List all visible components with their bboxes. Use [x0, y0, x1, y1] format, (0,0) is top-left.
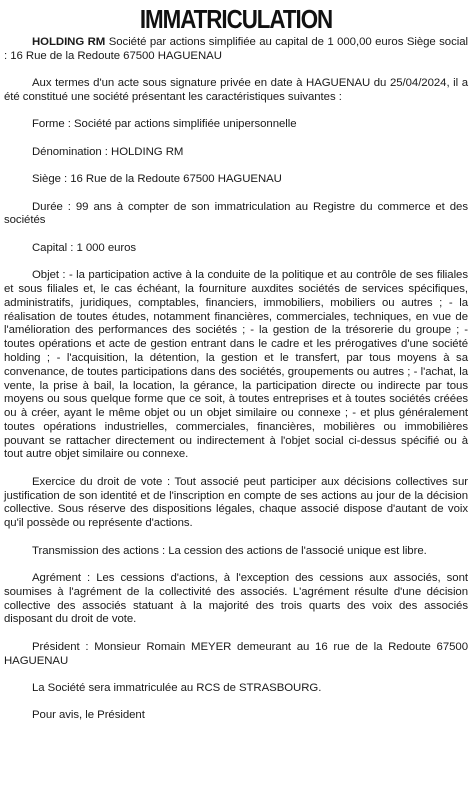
vote-paragraph: Exercice du droit de vote : Tout associé peut participer aux décisions collectives sur justification de son identité et de l'inscription en compte de ses actions au jour de la décision collective. Sous réserve des dispositions légales, chaque associé dispose d'autant de voix qu'il possède ou représente d'actions. [4, 475, 468, 530]
transmission-paragraph: Transmission des actions : La cession des actions de l'associé unique est libre. [32, 544, 427, 557]
document-title: IMMATRICULATION [139, 4, 333, 34]
agrement-paragraph: Agrément : Les cessions d'actions, à l'exception des cessions aux associés, sont soumises à l'agrément de la collectivité des associés. L'agrément résulte d'une décision collective des associés statuant à la majorité des trois quarts des voix des associés disposant du droit de vote. [4, 572, 468, 626]
duree-paragraph: Durée : 99 ans à compter de son immatriculation au Registre du commerce et des sociétés [4, 200, 468, 227]
forme-paragraph: Forme : Société par actions simplifiée unipersonnelle [32, 118, 297, 131]
rcs-paragraph: La Société sera immatriculée au RCS de STRASBOURG. [32, 682, 322, 695]
signature-paragraph: Pour avis, le Président [32, 709, 145, 722]
denomination-paragraph: Dénomination : HOLDING RM [32, 145, 184, 158]
capital-paragraph: Capital : 1 000 euros [32, 241, 137, 254]
siege-paragraph: Siège : 16 Rue de la Redoute 67500 HAGUENAU [32, 173, 282, 186]
objet-paragraph: Objet : - la participation active à la conduite de la politique et au contrôle de ses filiales et sous filiales et, le cas échéant, la fourniture auxdites sociétés de services spécifiques, administratifs, juridiques, comptables, financiers, immobiliers, mobiliers ou autres ; - la réalisation de toutes études, notamment financières, commerciales, techniques, en vue de l'amélioration des performances des sociétés ; - la gestion de la trésorerie du groupe ; - toutes opérations et acte de gestion entrant dans le cadre et les prérogatives d'une société holding ; - l'acquisition, la détention, la gestion et le transfert, par tous moyens à sa convenance, de toutes participations dans des sociétés, groupements ou autres ; - l'achat, la vente, la prise à bail, la location, la gérance, la participation directe ou indirecte par tous moyens ou sous quelque forme que ce soit, à toutes entreprises et à toutes sociétés créées ou à créer, ayant le même objet ou un objet similaire ou connexe ; - et plus généralement toutes opérations industrielles, commerciales, financières, mobilières ou immobilières pouvant se rattacher directement ou indirectement à l'objet social ci-dessus spécifié ou à tout autre objet similaire ou connexe. [4, 269, 468, 461]
company-name: HOLDING RM [32, 36, 106, 48]
intro-text: Société par actions simplifiée au capital de 1 000,00 euros Siège social : 16 Rue de la Redoute 67500 HAGUENAU [4, 36, 468, 62]
president-paragraph: Président : Monsieur Romain MEYER demeurant au 16 rue de la Redoute 67500 HAGUENAU [4, 640, 468, 667]
acte-paragraph: Aux termes d'un acte sous signature privée en date à HAGUENAU du 25/04/2024, il a été constitué une société présentant les caractéristiques suivantes : [4, 77, 468, 103]
intro-paragraph [4, 36, 468, 64]
